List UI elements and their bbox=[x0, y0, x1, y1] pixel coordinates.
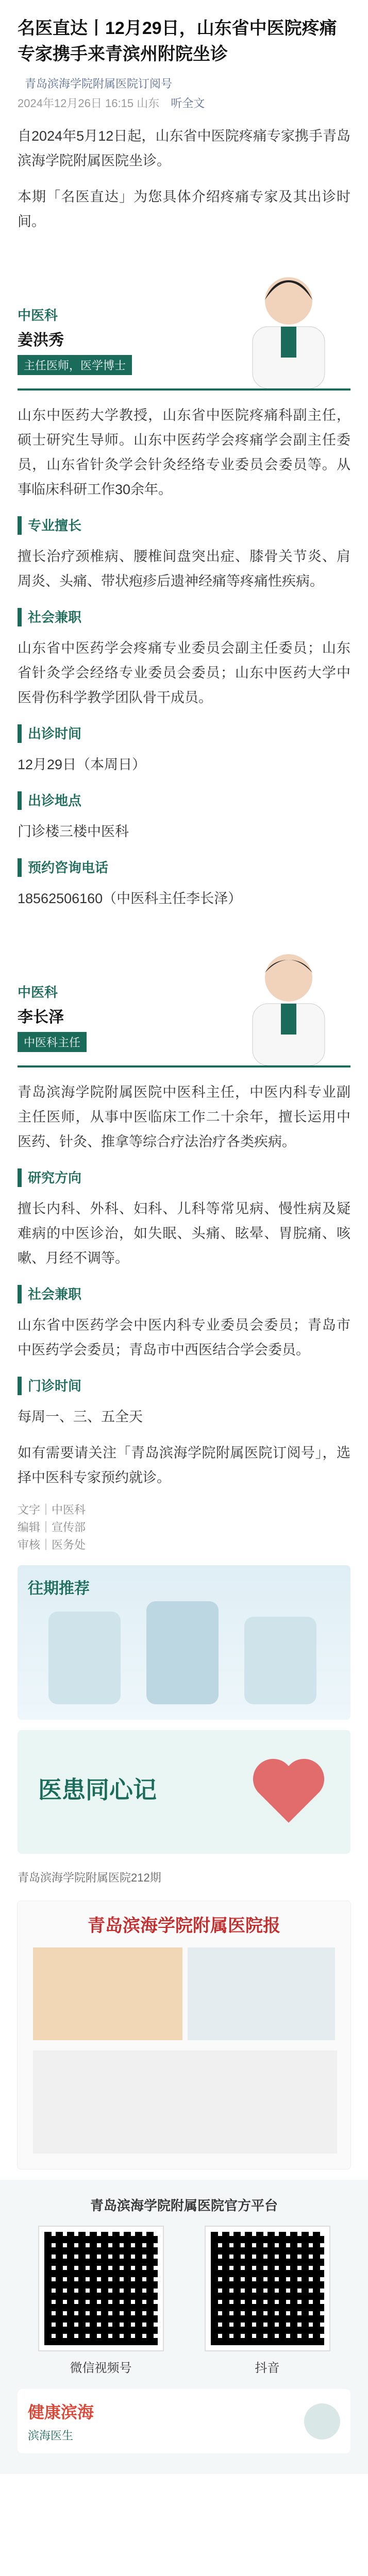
credit-writer: 文字｜中医科 bbox=[18, 1503, 86, 1516]
qr-video[interactable] bbox=[37, 2227, 165, 2376]
article-meta bbox=[0, 74, 368, 113]
doctor-card-1 bbox=[18, 249, 350, 391]
qr-video-label: 微信视频号 bbox=[70, 2361, 132, 2375]
doctor2-name: 李长泽 bbox=[18, 1009, 64, 1026]
newspaper-title: 青岛滨海学院附属医院报 bbox=[88, 1916, 280, 1936]
doctor1-field: 擅长治疗颈椎病、腰椎间盘突出症、膝骨关节炎、肩周炎、头痛、带状疱疹后遗神经痛等疼痛性疾病。 bbox=[18, 549, 350, 589]
section-phone: 预约咨询电话 bbox=[18, 858, 108, 877]
section-social: 社会兼职 bbox=[18, 608, 81, 626]
account-name[interactable]: 青岛滨海学院附属医院订阅号 bbox=[25, 77, 173, 90]
news-banner-1[interactable] bbox=[18, 1565, 350, 1720]
doctor1-title: 主任医师，医学博士 bbox=[18, 355, 132, 375]
credit-editor: 编辑｜宣传部 bbox=[18, 1521, 86, 1534]
doctor1-dept: 中医科 bbox=[18, 308, 58, 323]
section-social-2: 社会兼职 bbox=[18, 1285, 81, 1303]
section-place: 出诊地点 bbox=[18, 791, 81, 810]
notice: 如有需要请关注「青岛滨海学院附属医院订阅号」，选择中医科专家预约就诊。 bbox=[18, 1445, 350, 1485]
section-field: 专业擅长 bbox=[18, 516, 81, 535]
news-caption-1: 往期推荐 bbox=[28, 1580, 90, 1597]
intro-paragraph-1: 自2024年5月12日起，山东省中医院疼痛专家携手青岛滨海学院附属医院坐诊。 bbox=[18, 128, 350, 168]
doctor1-photo bbox=[227, 260, 350, 388]
publish-date: 2024年12月26日 16:15 bbox=[18, 97, 134, 110]
doctor1-place: 门诊楼三楼中医科 bbox=[18, 824, 129, 839]
doctor1-name: 姜洪秀 bbox=[18, 332, 64, 349]
doctor1-time: 12月29日（本周日） bbox=[18, 757, 146, 772]
qr-douyin-label: 抖音 bbox=[255, 2361, 280, 2375]
doctor1-social: 山东省中医药学会疼痛专业委员会副主任委员；山东省针灸学会经络专业委员会委员；山东中医药大学中医骨伤科学教学团队骨干成员。 bbox=[18, 640, 350, 705]
qr-video-code bbox=[39, 2227, 163, 2350]
footer-title: 青岛滨海学院附属医院官方平台 bbox=[90, 2198, 278, 2213]
article-title: 名医直达丨12月29日，山东省中医院疼痛专家携手来青滨州附院坐诊 bbox=[18, 19, 337, 64]
listen-button[interactable]: 听全文 bbox=[171, 97, 205, 110]
doctor2-social: 山东省中医药学会中医内科专业委员会委员；青岛市中医药学会委员；青岛市中西医结合学会委员。 bbox=[18, 1317, 350, 1358]
brand-2: 滨海医生 bbox=[28, 2429, 74, 2442]
footer bbox=[0, 2180, 368, 2474]
schedule-value: 每周一、三、五全天 bbox=[18, 1409, 143, 1425]
credit-review: 审核｜医务处 bbox=[18, 1538, 86, 1551]
qr-douyin-code bbox=[206, 2227, 329, 2350]
doctor2-photo bbox=[227, 937, 350, 1065]
news-banner-2[interactable] bbox=[18, 1730, 350, 1854]
news-caption-3: 青岛滨海学院附属医院212期 bbox=[18, 1871, 161, 1884]
credits bbox=[18, 1501, 350, 1554]
doctor1-phone[interactable]: 18562506160（中医科主任李长泽） bbox=[18, 891, 242, 906]
news-caption-2: 医患同心记 bbox=[38, 1776, 157, 1803]
section-time: 出诊时间 bbox=[18, 724, 81, 743]
brand-avatar bbox=[304, 2403, 340, 2439]
doctor2-dept: 中医科 bbox=[18, 985, 58, 1000]
section-field-2: 研究方向 bbox=[18, 1168, 81, 1187]
intro-paragraph-2: 本期「名医直达」为您具体介绍疼痛专家及其出诊时间。 bbox=[18, 189, 350, 229]
bottom-brand-card[interactable] bbox=[18, 2389, 350, 2453]
doctor2-title: 中医科主任 bbox=[18, 1032, 87, 1052]
brand-1: 健康滨海 bbox=[28, 2403, 94, 2421]
qr-douyin[interactable] bbox=[203, 2227, 332, 2376]
doctor2-field: 擅长内科、外科、妇科、儿科等常见病、慢性病及疑难病的中医诊治，如失眠、头痛、眩晕、胃脘痛、咳嗽、月经不调等。 bbox=[18, 1201, 350, 1266]
doctor1-bio: 山东中医药大学教授，山东省中医院疼痛科副主任，硕士研究生导师。山东中医药学会疼痛学会副主任委员，山东省针灸学会针灸经络专业委员会委员等。从事临床科研工作30余年。 bbox=[18, 408, 350, 497]
section-schedule: 门诊时间 bbox=[18, 1377, 81, 1395]
newspaper-banner[interactable] bbox=[17, 1901, 351, 2170]
doctor2-bio: 青岛滨海学院附属医院中医科主任，中医内科专业副主任医师，从事中医临床工作二十余年，擅长运用中医药、针灸、推拿等综合疗法治疗各类疾病。 bbox=[18, 1084, 350, 1149]
location: 山东 bbox=[137, 97, 160, 110]
doctor-card-2 bbox=[18, 926, 350, 1067]
